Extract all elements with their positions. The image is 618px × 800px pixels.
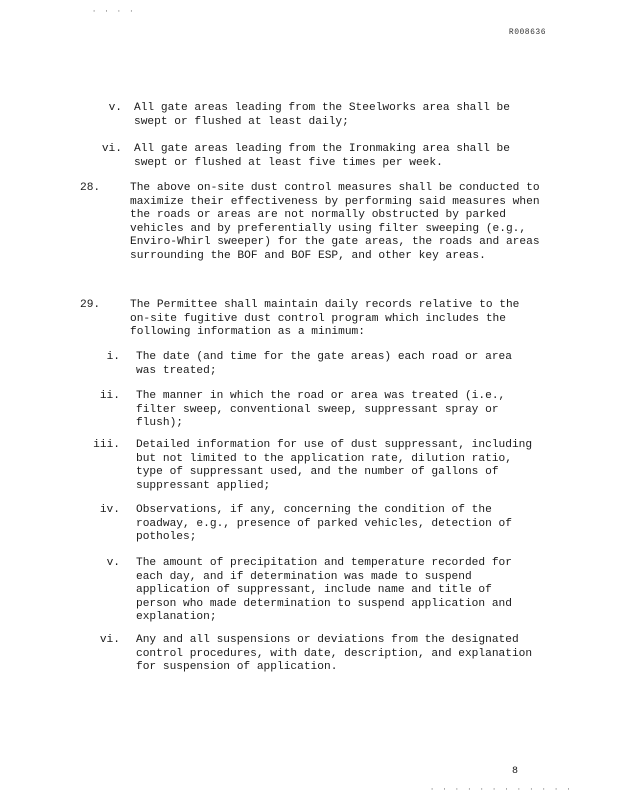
item-label: vi. [99,634,120,646]
document-id: R008636 [508,28,546,37]
item-label: v. [106,557,120,569]
item-text: All gate areas leading from the Steelworks area shall be swept or flushed at least daily; [134,102,517,128]
item-text: The date (and time for the gate areas) each road or area was treated; [136,351,519,377]
scan-artifact-dots: · · · · · · · · · · · · [430,786,573,794]
page-number: 8 [512,766,519,777]
paragraph-text: The Permittee shall maintain daily records relative to the on-site fugitive dust control program which includes the following information as a minimum: [130,299,527,339]
item-label: i. [106,351,120,363]
item-label: v. [108,102,122,114]
item-label: iii. [93,439,120,451]
paragraph-number: 28. [80,182,101,194]
paragraph-text: The above on-site dust control measures shall be conducted to maximize their effectiveness by performing said measures when the roads or areas are not normally obstructed by parked vehicles and by preferentially using filter sweeping (e.g., Enviro-Whirl sweeper) for the gate areas, the roads and areas surrounding the BOF and BOF ESP, and other key areas. [130,182,547,262]
item-text: Any and all suspensions or deviations from the designated control procedures, with date, description, and explanation for suspension of application. [136,634,539,674]
item-text: Detailed information for use of dust suppressant, including but not limited to the application rate, dilution ratio, type of suppressant used, and the number of gallons of suppressant applied; [136,439,539,492]
item-label: iv. [99,504,120,516]
scan-artifact-dots: · · · · [92,8,136,16]
item-text: Observations, if any, concerning the condition of the roadway, e.g., presence of parked vehicles, detection of potholes; [136,504,519,544]
item-label: vi. [101,143,122,155]
item-text: All gate areas leading from the Ironmaking area shall be swept or flushed at least five times per week. [134,143,517,169]
item-text: The amount of precipitation and temperature recorded for each day, and if determination was made to suspend application of suppressant, include name and title of person who made determination to suspend application and explanation; [136,557,519,624]
paragraph-number: 29. [80,299,101,311]
item-text: The manner in which the road or area was treated (i.e., filter sweep, conventional sweep, suppressant spray or flush); [136,390,512,430]
item-label: ii. [99,390,120,402]
